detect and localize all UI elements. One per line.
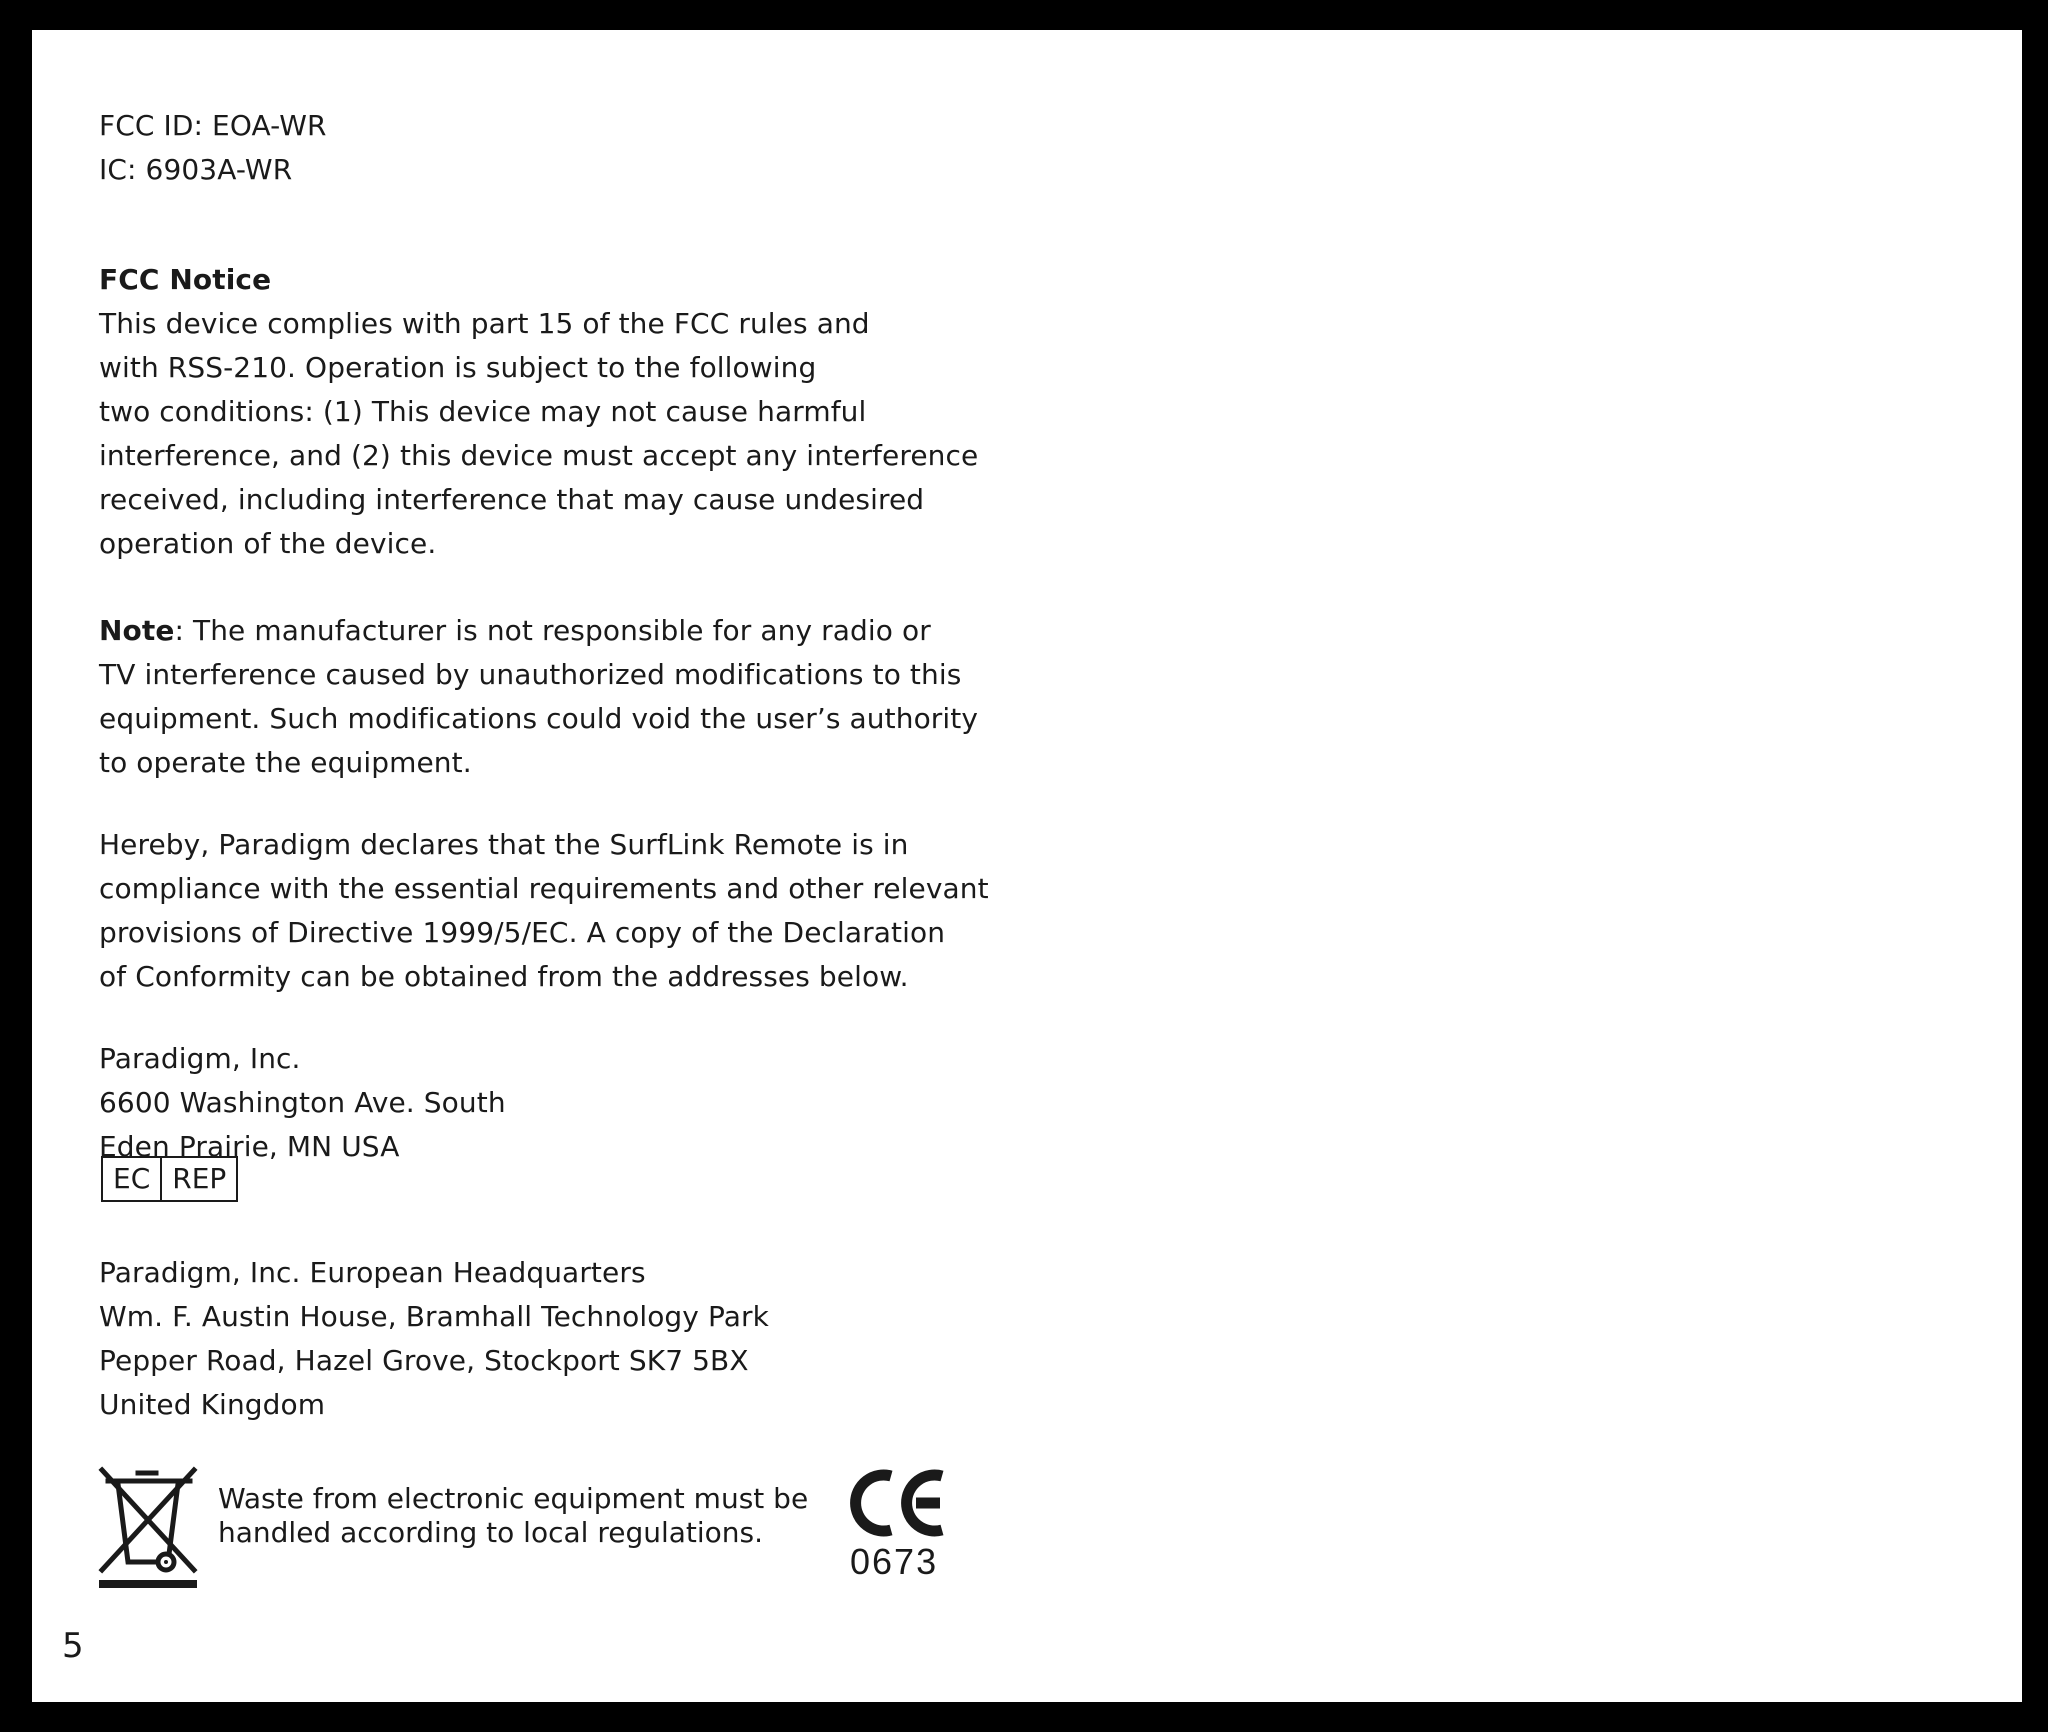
note-label: Note	[99, 614, 175, 647]
fcc-notice-line: with RSS-210. Operation is subject to the following	[99, 351, 817, 384]
fcc-notice-line: interference, and (2) this device must accept any interference	[99, 439, 979, 472]
fcc-notice-line: received, including interference that may cause undesired	[99, 483, 925, 516]
note-line: TV interference caused by unauthorized modifications to this	[99, 658, 962, 691]
declaration-line: provisions of Directive 1999/5/EC. A copy of the Declaration	[99, 916, 946, 949]
ce-notified-body-number: 0673	[850, 1541, 939, 1582]
fcc-id: FCC ID: EOA-WR	[99, 109, 327, 142]
note-line: equipment. Such modifications could void the user’s authority	[99, 702, 979, 735]
document-page	[32, 30, 2022, 1702]
eu-address-line: Paradigm, Inc. European Headquarters	[99, 1256, 646, 1289]
ec-rep-ec: EC	[103, 1158, 162, 1200]
fcc-notice-line: This device complies with part 15 of the FCC rules and	[99, 307, 870, 340]
us-address-line: Eden Prairie, MN USA	[99, 1130, 400, 1163]
ec-rep-symbol	[101, 1156, 238, 1202]
fcc-notice-heading: FCC Notice	[99, 263, 272, 296]
ids-block	[99, 104, 979, 192]
waste-line: Waste from electronic equipment must be	[218, 1482, 809, 1515]
declaration-section	[99, 823, 989, 999]
fcc-notice-line: operation of the device.	[99, 527, 437, 560]
fcc-notice-section	[99, 258, 979, 566]
ic-id: IC: 6903A-WR	[99, 153, 293, 186]
note-first-line	[99, 609, 979, 653]
us-address-line: 6600 Washington Ave. South	[99, 1086, 506, 1119]
us-address	[99, 1037, 979, 1169]
fcc-notice-line: two conditions: (1) This device may not cause harmful	[99, 395, 867, 428]
crossed-out-wheelie-bin-icon	[98, 1466, 198, 1590]
us-address-line: Paradigm, Inc.	[99, 1042, 301, 1075]
declaration-line: of Conformity can be obtained from the addresses below.	[99, 960, 909, 993]
declaration-line: Hereby, Paradigm declares that the SurfLink Remote is in	[99, 828, 909, 861]
declaration-line: compliance with the essential requirements and other relevant	[99, 872, 989, 905]
page-number: 5	[62, 1626, 84, 1666]
eu-address-line: United Kingdom	[99, 1388, 326, 1421]
note-line: to operate the equipment.	[99, 746, 472, 779]
eu-address-line: Wm. F. Austin House, Bramhall Technology Park	[99, 1300, 769, 1333]
note-first-text: : The manufacturer is not responsible for any radio or	[174, 614, 931, 647]
eu-address	[99, 1251, 979, 1427]
eu-address-line: Pepper Road, Hazel Grove, Stockport SK7 5BX	[99, 1344, 749, 1377]
waste-notice	[218, 1482, 808, 1550]
ec-rep-rep: REP	[172, 1162, 227, 1195]
waste-line: handled according to local regulations.	[218, 1516, 764, 1549]
ce-mark-icon	[850, 1466, 948, 1540]
note-section	[99, 609, 979, 785]
